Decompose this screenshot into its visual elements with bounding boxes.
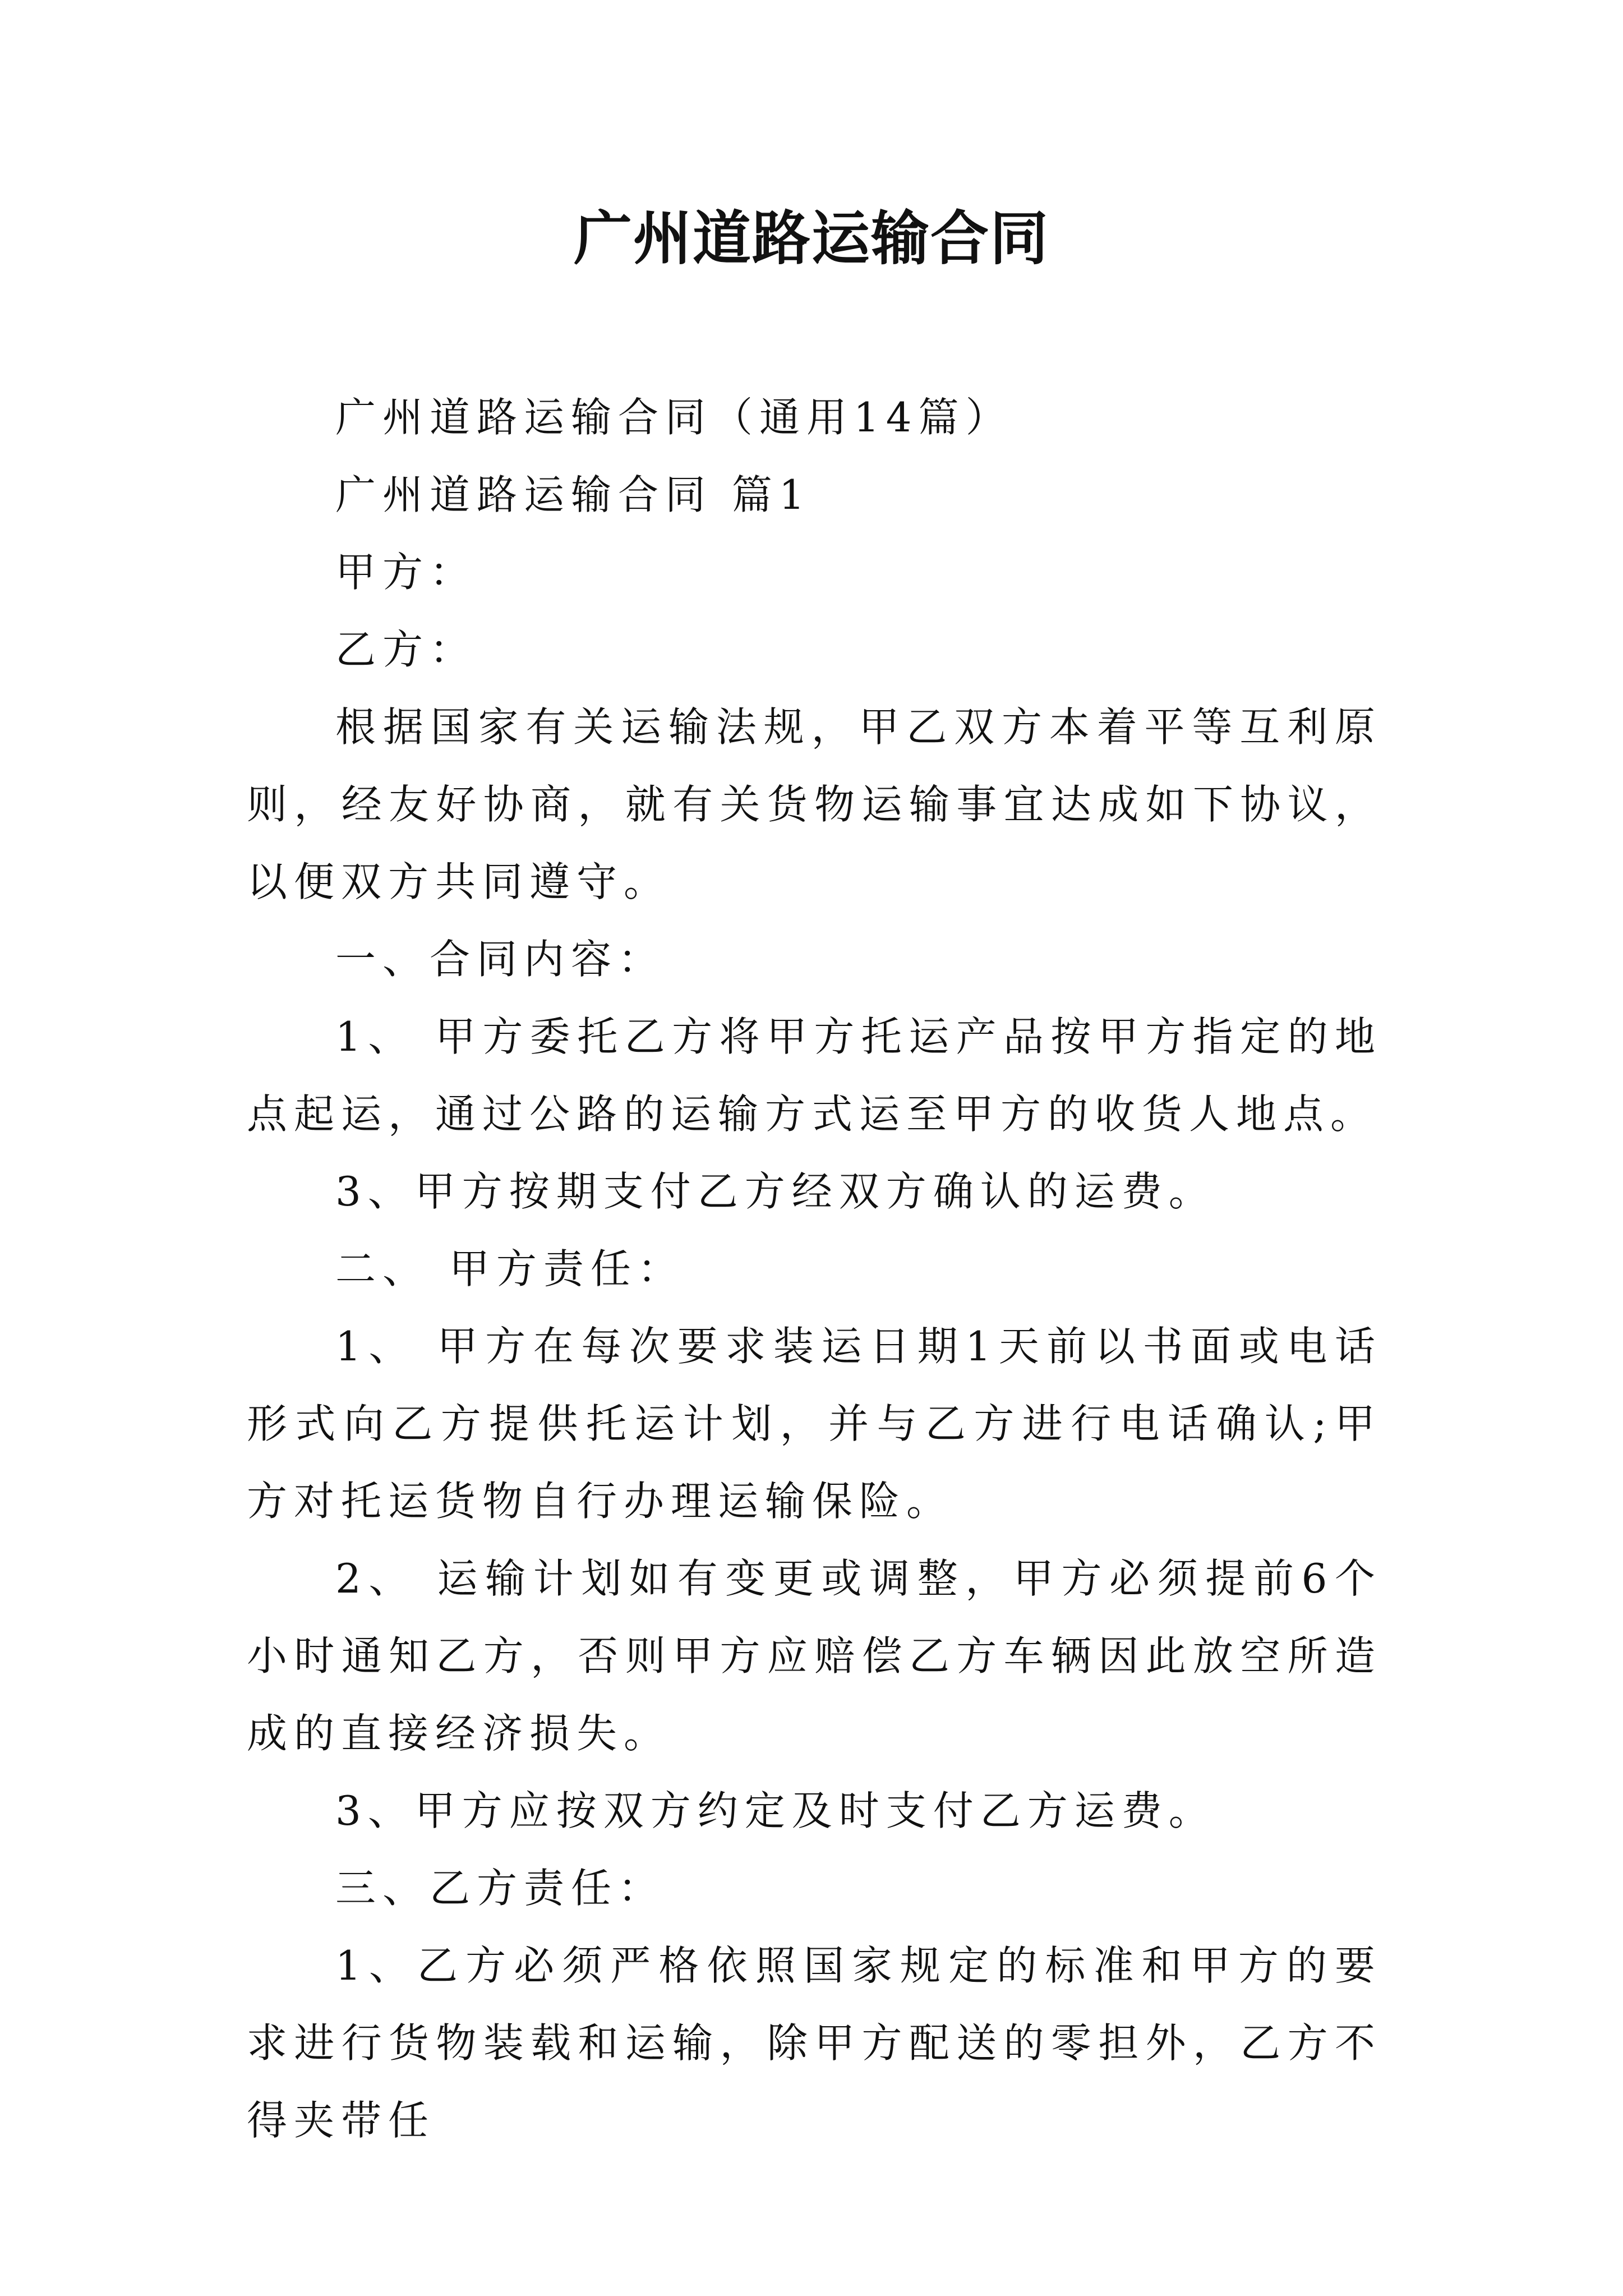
clause-2-2: 2、 运输计划如有变更或调整，甲方必须提前6个小时通知乙方，否则甲方应赔偿乙方车辆因此放空所造成的直接经济损失。	[247, 1555, 1382, 1757]
clause-2-1: 1、 甲方在每次要求装运日期1天前以书面或电话形式向乙方提供托运计划，并与乙方进行电话确认;甲方对托运货物自行办理运输保险。	[247, 1323, 1382, 1525]
paragraph-party-b: 乙方：	[335, 626, 477, 673]
section-heading-party-a-duties: 二、 甲方责任：	[335, 1245, 685, 1292]
paragraph-subtitle: 广州道路运输合同（通用14篇）	[335, 394, 1013, 441]
paragraph-part-heading: 广州道路运输合同 篇1	[335, 471, 811, 518]
clause-2-3: 3、甲方应按双方约定及时支付乙方运费。	[335, 1787, 1216, 1834]
section-heading-contents: 一、合同内容：	[335, 936, 666, 983]
document-title: 广州道路运输合同	[573, 204, 1049, 273]
paragraph-party-a: 甲方：	[335, 549, 477, 596]
clause-1-1: 1、 甲方委托乙方将甲方托运产品按甲方指定的地点起运，通过公路的运输方式运至甲方的收货人地点。	[247, 1013, 1382, 1138]
paragraph-preamble: 根据国家有关运输法规，甲乙双方本着平等互利原则，经友好协商，就有关货物运输事宜达成如下协议，以便双方共同遵守。	[247, 703, 1382, 905]
clause-1-3: 3、甲方按期支付乙方经双方确认的运费。	[335, 1168, 1216, 1215]
clause-3-1: 1、乙方必须严格依照国家规定的标准和甲方的要求进行货物装载和运输，除甲方配送的零担外，乙方不得夹带任	[247, 1942, 1382, 2144]
section-heading-party-b-duties: 三、乙方责任：	[335, 1865, 666, 1912]
document-body	[247, 379, 1382, 2159]
